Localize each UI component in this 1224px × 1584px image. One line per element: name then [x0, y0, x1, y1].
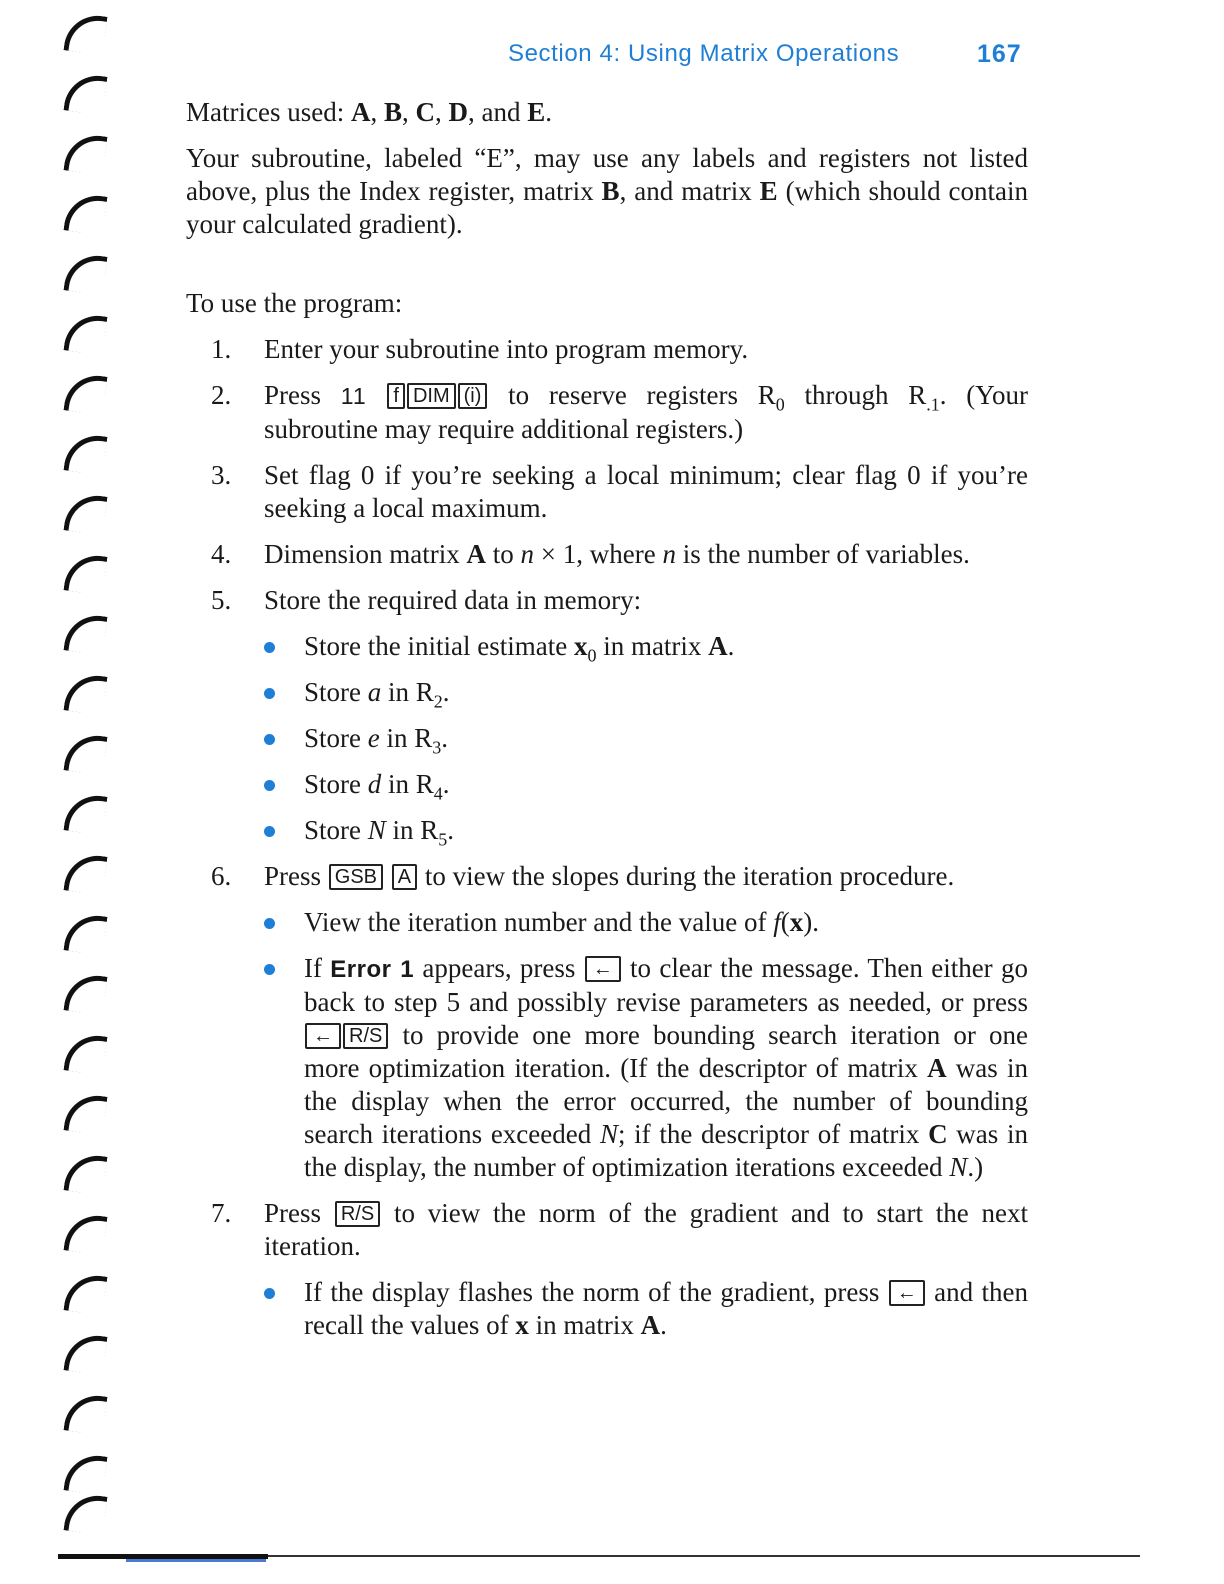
- page-number: 167: [977, 40, 1022, 68]
- bullet-store-n: Store N in $R_5$.: [186, 814, 1028, 847]
- step-number: 1.: [211, 334, 232, 364]
- bullet-store-e: Store e in $R_3$.: [186, 722, 1028, 755]
- binding-ring: [63, 1151, 107, 1195]
- run-stop-key: R/S: [343, 1023, 388, 1049]
- binding-ring: [63, 11, 107, 55]
- spiral-binding: [58, 0, 118, 1584]
- error-message: Error 1: [330, 956, 415, 983]
- bullet-dot: [264, 964, 275, 975]
- binding-ring: [63, 431, 107, 475]
- bullet-dot: [264, 826, 275, 837]
- step-7: 7. Press R/S to view the norm of the gradient and to start the next iteration.: [211, 1198, 1029, 1261]
- step-number: 6.: [211, 861, 232, 891]
- bullet-dot: [264, 780, 275, 791]
- page-body: [186, 96, 1028, 1342]
- binding-ring: [63, 731, 107, 775]
- subroutine-paragraph: Your subroutine, labeled “E”, may use any labels and registers not listed above, plus the Index register, matrix B, and matrix E (which should contain your calculated gradient).: [186, 143, 1028, 239]
- binding-ring: [63, 71, 107, 115]
- binding-ring: [63, 851, 107, 895]
- step-number: 4.: [211, 539, 232, 569]
- binding-ring: [63, 1491, 107, 1535]
- step-number: 2.: [211, 380, 232, 410]
- back-arrow-key: ←: [305, 1023, 341, 1049]
- to-use-heading: To use the program:: [186, 288, 403, 318]
- step-number: 3.: [211, 460, 232, 490]
- binding-ring: [63, 1211, 107, 1255]
- bullet-store-a: Store a in $R_2$.: [186, 676, 1028, 709]
- step-6: 6. Press GSB A to view the slopes during the iteration procedure.: [211, 861, 955, 891]
- step-3: 3. Set flag 0 if you’re seeking a local minimum; clear flag 0 if you’re seeking a local maximum.: [211, 460, 1028, 523]
- bullet-dot: [264, 1288, 275, 1299]
- binding-ring: [63, 671, 107, 715]
- binding-ring: [63, 1091, 107, 1135]
- gsb-key: GSB: [329, 864, 383, 890]
- binding-ring: [63, 551, 107, 595]
- binding-ring: [63, 311, 107, 355]
- binding-ring: [63, 1391, 107, 1435]
- step-4: 4. Dimension matrix A to n × 1, where n is the number of variables.: [211, 539, 970, 569]
- binding-ring: [63, 131, 107, 175]
- step-1: 1. Enter your subroutine into program memory.: [211, 334, 749, 364]
- binding-ring: [63, 1031, 107, 1075]
- step-number: 5.: [211, 585, 232, 615]
- binding-ring: [63, 611, 107, 655]
- binding-ring: [63, 1451, 107, 1495]
- binding-ring: [63, 791, 107, 835]
- section-header: Section 4: Using Matrix Operations: [508, 40, 900, 67]
- page-bottom-blue-rule: [126, 1559, 266, 1562]
- binding-ring: [63, 371, 107, 415]
- step-number: 7.: [211, 1198, 232, 1228]
- step-2: 2. Press 11 f DIM (i) to reserve registers $R_0$ through $R_{.1}$. (Your subroutine may require additional registers.): [211, 380, 1029, 444]
- binding-ring: [63, 191, 107, 235]
- back-arrow-key: ←: [585, 956, 621, 982]
- binding-ring: [63, 251, 107, 295]
- bullet-error-handling: If Error 1 appears, press ← to clear the message. Then either go back to step 5 and possibly revise parameters as needed, or press ← R/S to provide one more bounding search iteration or one more optimization iteration. (If the descriptor of matrix A was in the display when the error occurred, the number of bounding search iterations exceeded N; if the descriptor of matrix C was in the display, the number of optimization iterations exceeded N.): [186, 952, 1028, 1184]
- index-key: (i): [458, 383, 488, 409]
- matrices-used: Matrices used: A, B, C, D, and E.: [186, 97, 552, 127]
- bullet-norm-flash: If the display flashes the norm of the gradient, press ← and then recall the values of x in matrix A.: [186, 1276, 1028, 1342]
- binding-ring: [63, 1271, 107, 1315]
- bullet-dot: [264, 918, 275, 929]
- a-key: A: [392, 864, 417, 890]
- binding-ring: [63, 1331, 107, 1375]
- run-stop-key: R/S: [335, 1201, 380, 1227]
- step-5: 5. Store the required data in memory:: [211, 585, 642, 615]
- bullet-dot: [264, 734, 275, 745]
- back-arrow-key: ←: [889, 1280, 925, 1306]
- bullet-initial-estimate: Store the initial estimate $x_0$ in matrix A.: [186, 630, 1028, 663]
- bullet-view-iteration: View the iteration number and the value of f(x).: [186, 906, 1028, 939]
- bullet-dot: [264, 642, 275, 653]
- binding-ring: [63, 911, 107, 955]
- bullet-store-d: Store d in $R_4$.: [186, 768, 1028, 801]
- dim-key: DIM: [407, 383, 456, 409]
- binding-ring: [63, 491, 107, 535]
- bullet-dot: [264, 688, 275, 699]
- f-key: f: [387, 383, 405, 409]
- binding-ring: [63, 971, 107, 1015]
